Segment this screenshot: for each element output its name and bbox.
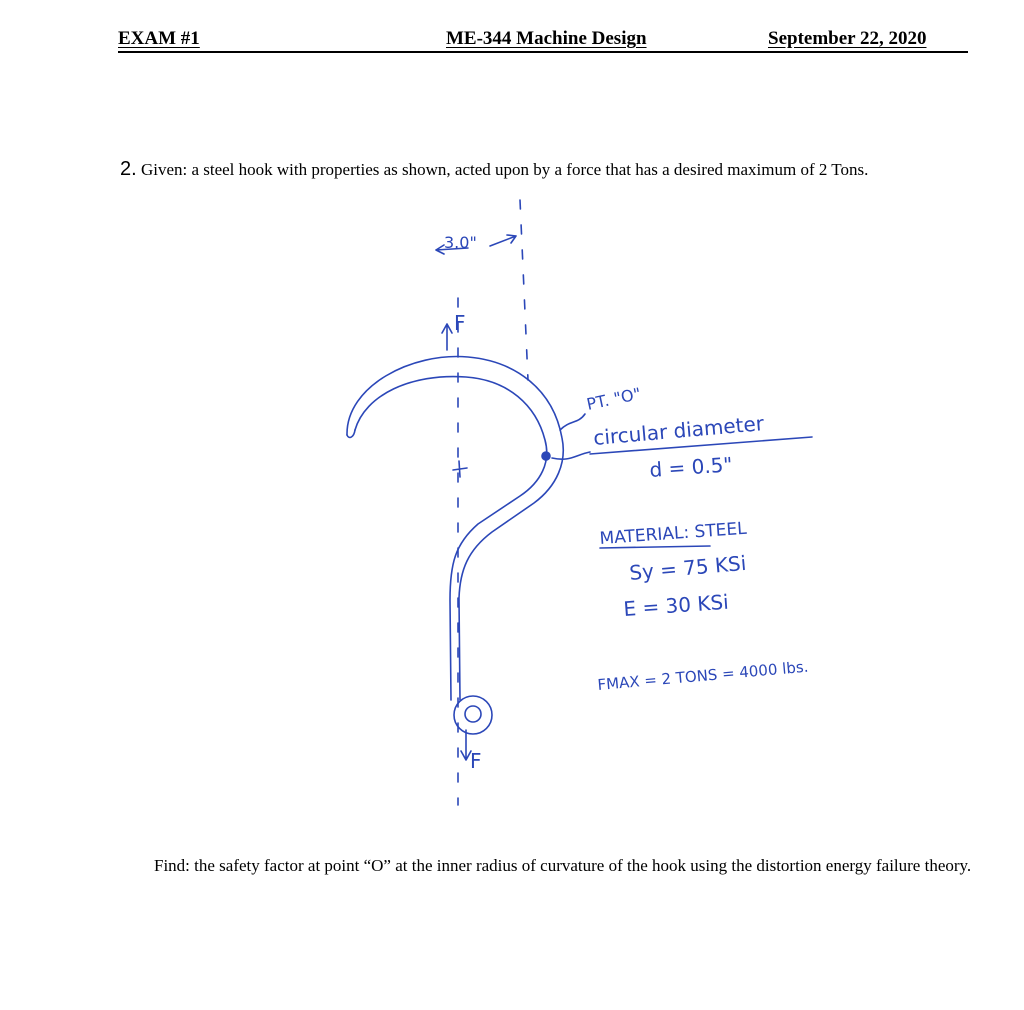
section-label: circular diameter [592, 411, 765, 450]
given-text: Given: a steel hook with properties as shown, acted upon by a force that has a desired maximum of 2 Tons. [140, 160, 869, 179]
diameter-value: d = 0.5" [648, 452, 734, 482]
hook-inner [355, 377, 547, 700]
exam-date: September 22, 2020 [768, 28, 927, 49]
curvature-center-mark [453, 461, 467, 477]
force-label-top: F [454, 311, 466, 335]
point-o-label: PT. "O" [584, 383, 643, 414]
max-force: FMAX = 2 TONS = 4000 lbs. [596, 657, 810, 694]
hook-eye-outer [454, 696, 492, 734]
dimension-label: 3.0" [444, 233, 477, 252]
elastic-modulus: E = 30 KSi [622, 589, 730, 621]
question-number: 2. [120, 158, 137, 180]
force-arrow-top [442, 324, 452, 350]
hook-outer [347, 357, 563, 700]
force-label-bottom: F [470, 749, 482, 773]
exam-number: EXAM #1 [118, 28, 200, 49]
hook-eye-inner [465, 706, 481, 722]
yield-strength: Sy = 75 KSi [628, 550, 748, 585]
hook-tip [347, 430, 355, 437]
course-title: ME-344 Machine Design [446, 28, 647, 49]
centerline-curvature [520, 200, 528, 380]
find-statement: Find: the safety factor at point “O” at the inner radius of curvature of the hook using the distortion energy failure theory. [154, 856, 972, 875]
point-o-marker [542, 452, 550, 460]
material-label: MATERIAL: STEEL [598, 518, 748, 549]
